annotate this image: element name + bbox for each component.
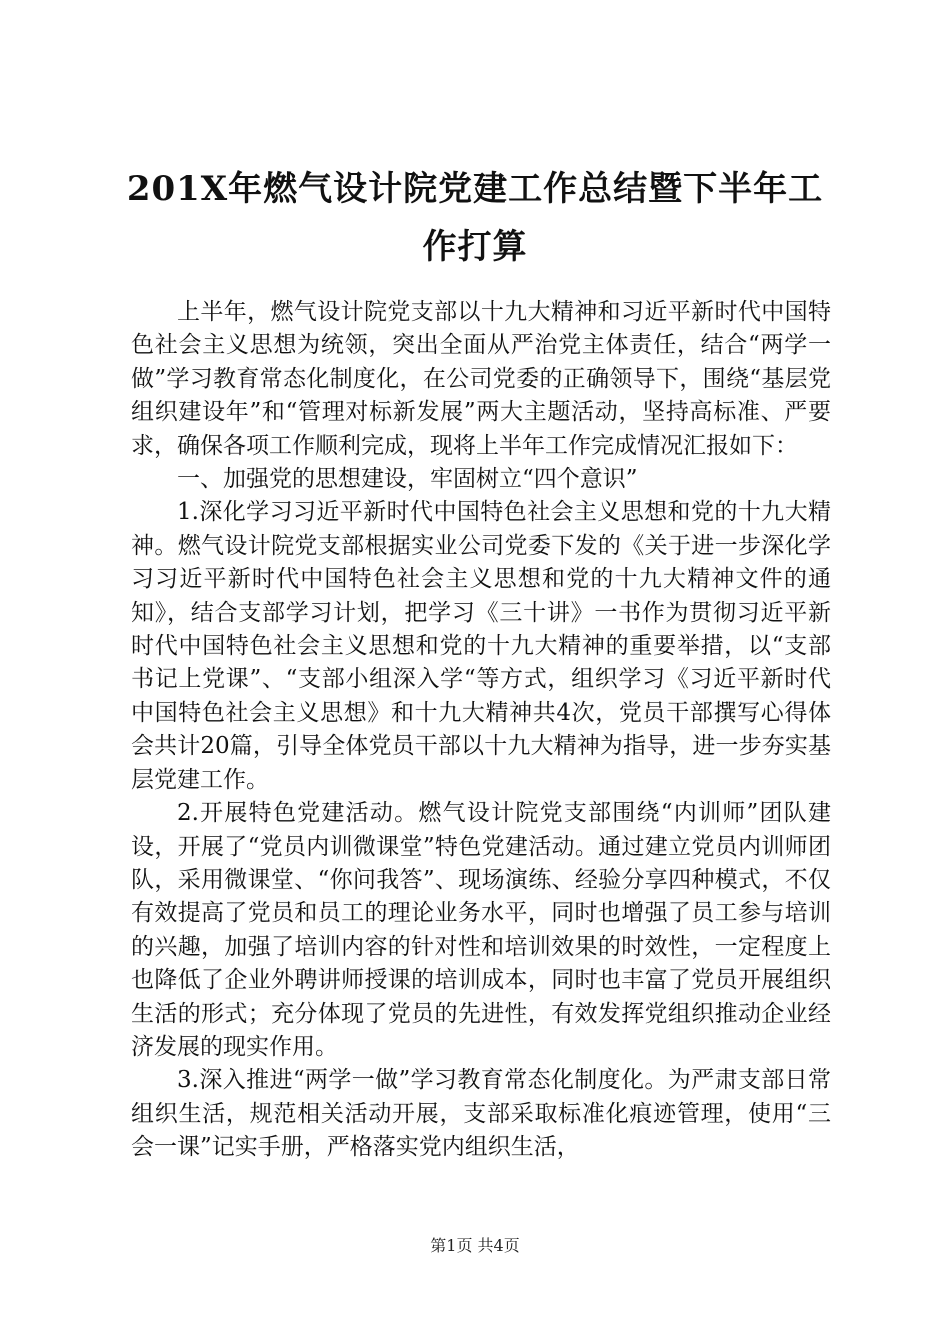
- paragraph-item-2: 2.开展特色党建活动。燃气设计院党支部围绕“内训师”团队建设，开展了“党员内训微课堂”特色党建活动。通过建立党员内训师团队，采用微课堂、“你问我答”、现场演练、经验分享四种模式，不仅有效提高了党员和员工的理论业务水平，同时也增强了员工参与培训的兴趣，加强了培训内容的针对性和培训效果的时效性，一定程度上也降低了企业外聘讲师授课的培训成本，同时也丰富了党员开展组织生活的形式；充分体现了党员的先进性，有效发挥党组织推动企业经济发展的现实作用。: [131, 800, 831, 1060]
- title-line-1: 201X年燃气设计院党建工作总结暨下半年工: [126, 169, 824, 209]
- intro-paragraph: 上半年，燃气设计院党支部以十九大精神和习近平新时代中国特色社会主义思想为统领，突出全面从严治党主体责任，结合“两学一做”学习教育常态化制度化，在公司党委的正确领导下，围绕“基层党组织建设年”和“管理对标新发展”两大主题活动，坚持高标准、严要求，确保各项工作顺利完成，现将上半年工作完成情况汇报如下：: [131, 299, 831, 459]
- section-heading: 一、加强党的思想建设，牢固树立“四个意识”: [177, 466, 638, 493]
- paragraph-item-1: 1.深化学习习近平新时代中国特色社会主义思想和党的十九大精神。燃气设计院党支部根据实业公司党委下发的《关于进一步深化学习习近平新时代中国特色社会主义思想和党的十九大精神文件的通知》，结合支部学习计划，把学习《三十讲》一书作为贯彻习近平新时代中国特色社会主义思想和党的十九大精神的重要举措，以“支部书记上党课”、“支部小组深入学“等方式，组织学习《习近平新时代中国特色社会主义思想》和十九大精神共4次，党员干部撰写心得体会共计20篇，引导全体党员干部以十九大精神为指导，进一步夯实基层党建工作。: [131, 499, 831, 793]
- paragraph-item-3: 3.深入推进“两学一做”学习教育常态化制度化。为严肃支部日常组织生活，规范相关活动开展，支部采取标准化痕迹管理，使用“三会一课”记实手册，严格落实党内组织生活，: [131, 1067, 831, 1161]
- document-body: [131, 296, 831, 1165]
- document-title: [120, 160, 830, 276]
- page-footer: 第1页 共4页: [430, 1236, 520, 1255]
- title-line-2: 作打算: [422, 227, 528, 267]
